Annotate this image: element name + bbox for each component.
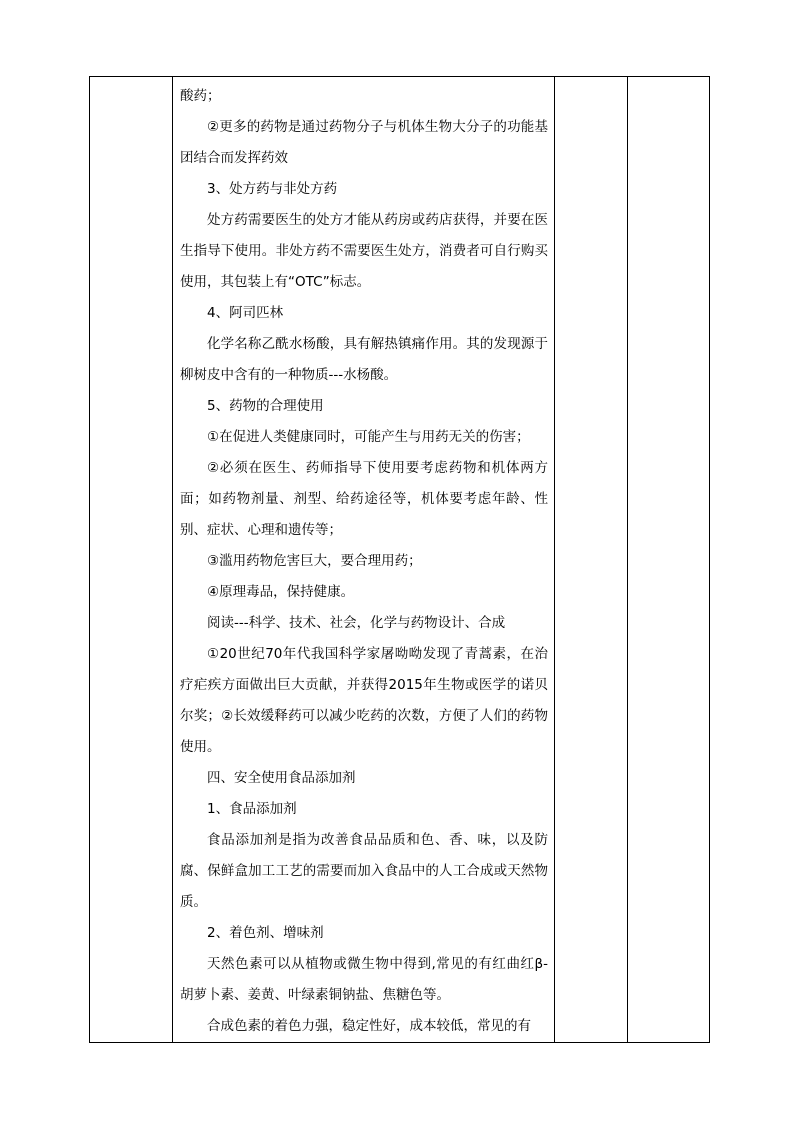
- paragraph: ②必须在医生、药师指导下使用要考虑药物和机体两方面；如药物剂量、剂型、给药途径等，机体要考虑年龄、性别、症状、心理和遗传等；: [180, 460, 548, 538]
- paragraph: 2、着色剂、增味剂: [207, 925, 324, 941]
- paragraph: 1、食品添加剂: [207, 801, 297, 817]
- left-cell: [90, 77, 173, 1043]
- paragraph: 合成色素的着色力强，稳定性好，成本较低，常见的有: [207, 1018, 531, 1034]
- paragraph: 处方药需要医生的处方才能从药房或药店获得，并要在医生指导下使用。非处方药不需要医生处方，消费者可自行购买使用，其包装上有“OTC”标志。: [180, 212, 548, 290]
- right-cell: [628, 77, 710, 1043]
- paragraph: 阅读---科学、技术、社会，化学与药物设计、合成: [207, 615, 506, 631]
- paragraph: ③滥用药物危害巨大，要合理用药；: [207, 553, 422, 569]
- paragraph: 天然色素可以从植物或微生物中得到,常见的有红曲红β-胡萝卜素、姜黄、叶绿素铜钠盐、焦糖色等。: [180, 956, 548, 1003]
- lesson-table: [89, 76, 710, 1043]
- content-cell: [173, 77, 555, 1043]
- paragraph: 四、安全使用食品添加剂: [207, 770, 356, 786]
- paragraph: ④原理毒品，保持健康。: [207, 584, 355, 600]
- third-cell: [555, 77, 628, 1043]
- paragraph: 化学名称乙酰水杨酸，具有解热镇痛作用。其的发现源于柳树皮中含有的一种物质---水杨酸。: [180, 336, 548, 383]
- paragraph: ①20世纪70年代我国科学家屠呦呦发现了青蒿素，在治疗疟疾方面做出巨大贡献，并获得2015年生物或医学的诺贝尔奖；②长效缓释药可以减少吃药的次数，方便了人们的药物使用。: [180, 646, 548, 755]
- content-body: [173, 77, 554, 1042]
- paragraph: 食品添加剂是指为改善食品品质和色、香、味，以及防腐、保鲜盒加工工艺的需要而加入食品中的人工合成或天然物质。: [180, 832, 548, 910]
- paragraph: 3、处方药与非处方药: [207, 181, 338, 197]
- paragraph: ②更多的药物是通过药物分子与机体生物大分子的功能基团结合而发挥药效: [180, 119, 548, 166]
- paragraph: 5、药物的合理使用: [207, 398, 324, 414]
- table-row: [90, 77, 710, 1043]
- paragraph: 4、阿司匹林: [207, 305, 284, 321]
- paragraph: ①在促进人类健康同时，可能产生与用药无关的伤害；: [207, 429, 530, 445]
- paragraph: 酸药；: [180, 88, 221, 104]
